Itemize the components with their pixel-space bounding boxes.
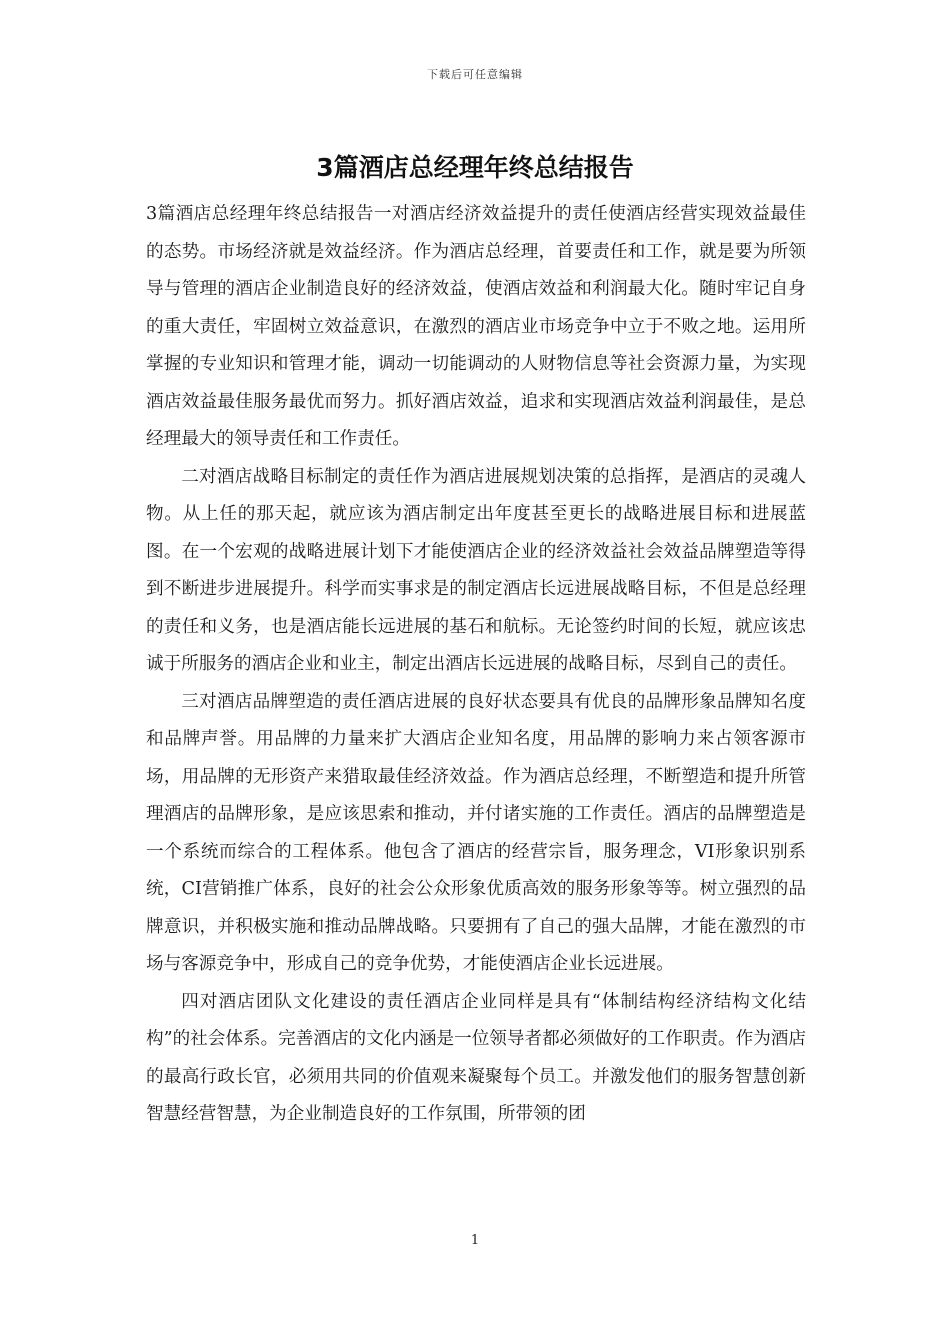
document-title: 3篇酒店总经理年终总结报告 [316, 153, 634, 182]
paragraph-1: 3篇酒店总经理年终总结报告一对酒店经济效益提升的责任使酒店经营实现效益最佳的态势。市场经济就是效益经济。作为酒店总经理，首要责任和工作，就是要为所领导与管理的酒店企业制造良好的经济效益，使酒店效益和利润最大化。随时牢记自身的重大责任，牢固树立效益意识，在激烈的酒店业市场竞争中立于不败之地。运用所掌握的专业知识和管理才能，调动一切能调动的人财物信息等社会资源力量，为实现酒店效益最佳服务最优而努力。抓好酒店效益，追求和实现酒店效益利润最佳，是总经理最大的领导责任和工作责任。 [146, 204, 806, 449]
paragraph-3: 三对酒店品牌塑造的责任酒店进展的良好状态要具有优良的品牌形象品牌知名度和品牌声誉。用品牌的力量来扩大酒店企业知名度，用品牌的影响力来占领客源市场，用品牌的无形资产来猎取最佳经济效益。作为酒店总经理，不断塑造和提升所管理酒店的品牌形象，是应该思索和推动，并付诸实施的工作责任。酒店的品牌塑造是一个系统而综合的工程体系。他包含了酒店的经营宗旨，服务理念，VI形象识别系统，CI营销推广体系，良好的社会公众形象优质高效的服务形象等等。树立强烈的品牌意识，并积极实施和推动品牌战略。只要拥有了自己的强大品牌，才能在激烈的市场与客源竞争中，形成自己的竞争优势，才能使酒店企业长远进展。 [146, 691, 806, 974]
document-body [146, 196, 806, 1134]
paragraph-4: 四对酒店团队文化建设的责任酒店企业同样是具有“体制结构经济结构文化结构”的社会体系。完善酒店的文化内涵是一位领导者都必须做好的工作职责。作为酒店的最高行政长官，必须用共同的价值观来凝聚每个员工。并激发他们的服务智慧创新智慧经营智慧，为企业制造良好的工作氛围，所带领的团 [146, 991, 806, 1124]
page-header-note: 下载后可任意编辑 [427, 68, 523, 81]
paragraph-2: 二对酒店战略目标制定的责任作为酒店进展规划决策的总指挥，是酒店的灵魂人物。从上任的那天起，就应该为酒店制定出年度甚至更长的战略进展目标和进展蓝图。在一个宏观的战略进展计划下才能使酒店企业的经济效益社会效益品牌塑造等得到不断进步进展提升。科学而实事求是的制定酒店长远进展战略目标，不但是总经理的责任和义务，也是酒店能长远进展的基石和航标。无论签约时间的长短，就应该忠诚于所服务的酒店企业和业主，制定出酒店长远进展的战略目标，尽到自己的责任。 [146, 466, 806, 674]
page-number: 1 [470, 1233, 480, 1248]
